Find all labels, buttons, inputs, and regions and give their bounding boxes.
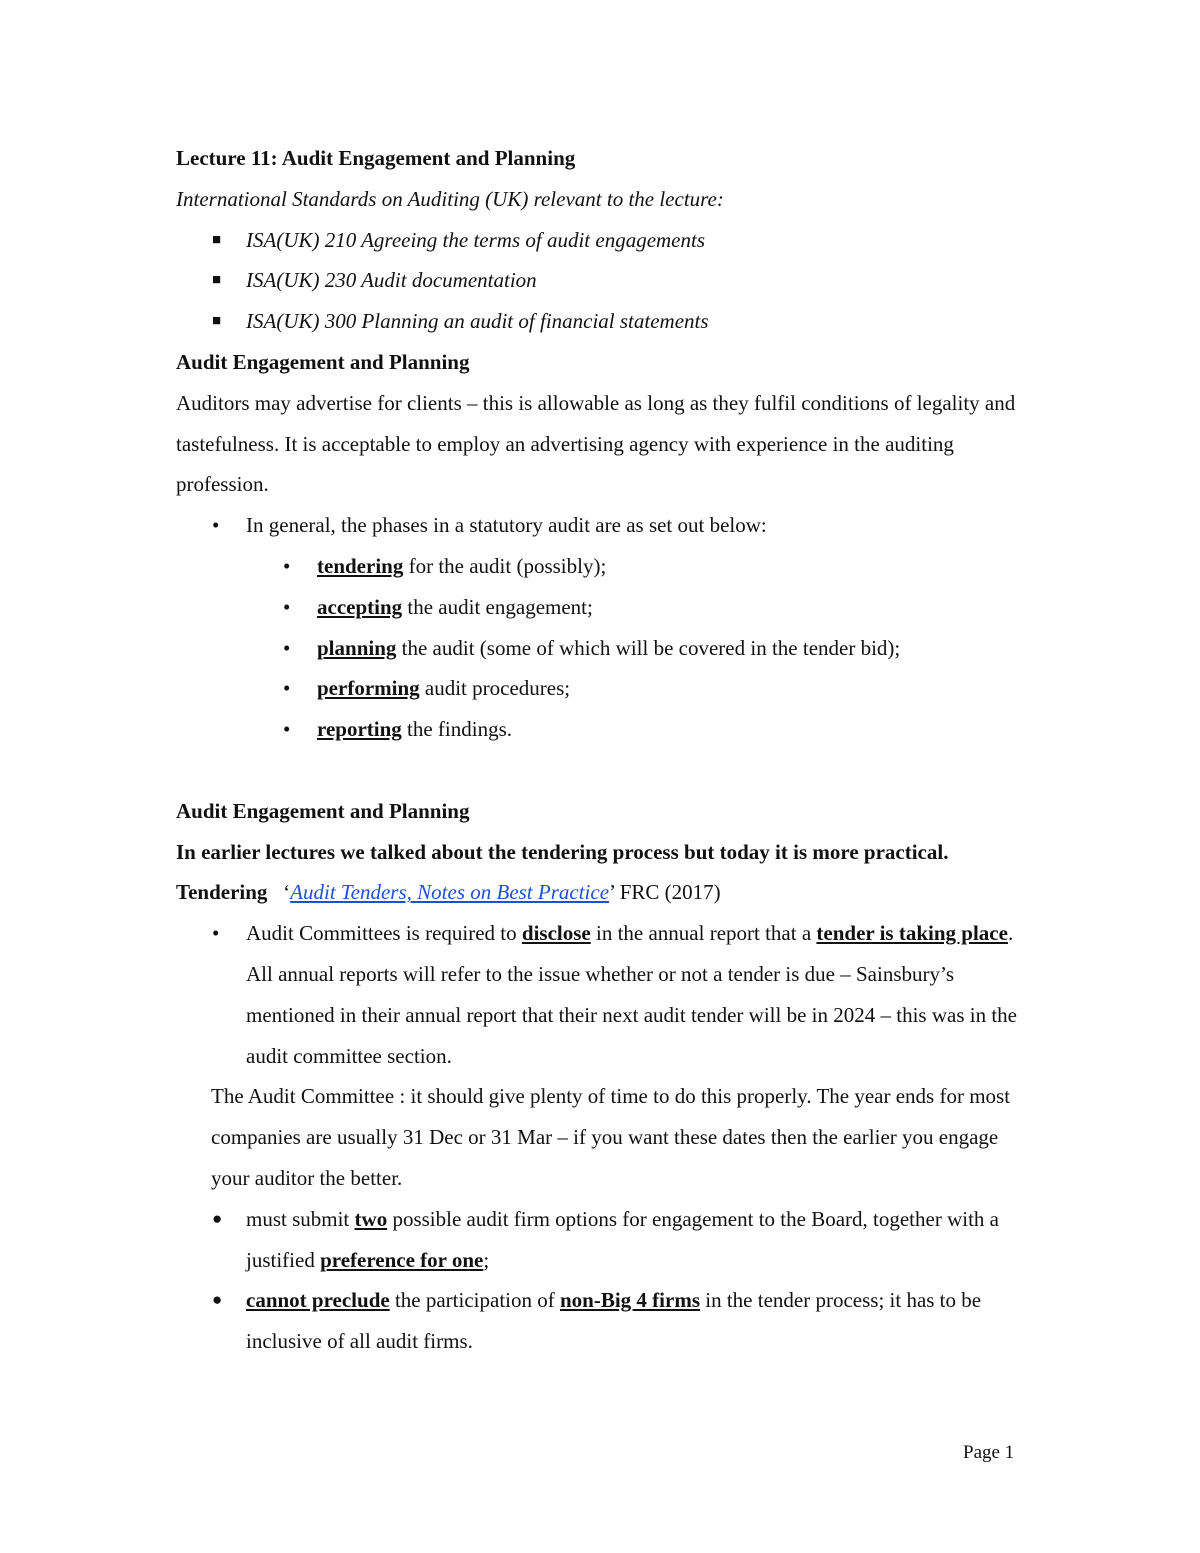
square-bullet-icon: ■	[212, 231, 222, 248]
standards-intro: International Standards on Auditing (UK) relevant to the lecture:	[176, 186, 724, 211]
bold-paragraph: In earlier lectures we talked about the tendering process but today it is more practical.	[176, 839, 949, 864]
page-number: Page 1	[963, 1442, 1015, 1463]
disc-bullet-icon: ●	[212, 1208, 223, 1228]
bullet-icon: •	[283, 553, 291, 578]
square-bullet-icon: ■	[212, 272, 222, 289]
list-item: ■ ISA(UK) 230 Audit documentation	[176, 260, 1036, 301]
document-body	[176, 138, 1036, 1362]
list-item: ■ ISA(UK) 210 Agreeing the terms of audit engagements	[176, 220, 1036, 261]
tendering-line: Tendering ‘Audit Tenders, Notes on Best Practice’ FRC (2017)	[176, 880, 721, 905]
isa-list	[176, 220, 1036, 342]
list-item: ● must submit two possible audit firm options for engagement to the Board, together with a justified preference for one;	[176, 1199, 1036, 1281]
advertising-paragraph: Auditors may advertise for clients – this is allowable as long as they fulfil conditions of legality and tastefulness. It is acceptable to employ an advertising agency with experience in the auditing profession.	[176, 390, 1016, 497]
bullet-icon: •	[212, 513, 220, 538]
list-item: • In general, the phases in a statutory audit are as set out below:	[176, 505, 1036, 546]
requirements-list	[176, 1199, 1036, 1362]
bullet-icon: •	[283, 717, 291, 742]
phase-keyword: tendering	[317, 553, 404, 578]
phase-keyword: reporting	[317, 717, 402, 742]
phase-keyword: performing	[317, 676, 420, 701]
phase-item: • planning the audit (some of which will be covered in the tender bid);	[176, 628, 1036, 669]
list-item: ● cannot preclude the participation of non-Big 4 firms in the tender process; it has to be inclusive of all audit firms.	[176, 1280, 1036, 1362]
square-bullet-icon: ■	[212, 313, 222, 330]
bullet-icon: •	[283, 594, 291, 619]
phases-intro-list	[176, 505, 1036, 546]
list-item: ■ ISA(UK) 300 Planning an audit of financial statements	[176, 301, 1036, 342]
bullet-icon: •	[283, 676, 291, 701]
lecture-title: Lecture 11: Audit Engagement and Planning	[176, 146, 576, 170]
bullet-icon: •	[212, 921, 220, 946]
frc-tenders-link[interactable]: Audit Tenders, Notes on Best Practice	[290, 880, 610, 905]
phase-keyword: accepting	[317, 594, 403, 619]
section-heading: Audit Engagement and Planning	[176, 349, 470, 374]
phase-item: • accepting the audit engagement;	[176, 587, 1036, 628]
tendering-label: Tendering	[176, 880, 268, 905]
bullet-icon: •	[283, 635, 291, 660]
section-heading: Audit Engagement and Planning	[176, 798, 470, 823]
phase-keyword: planning	[317, 635, 397, 660]
disc-bullet-icon: ●	[212, 1290, 223, 1310]
committee-paragraph: The Audit Committee : it should give plenty of time to do this properly. The year ends for most companies are usually 31 Dec or 31 Mar – if you want these dates then the earlier you engage your auditor the better.	[211, 1084, 1011, 1190]
phase-item: • tendering for the audit (possibly);	[176, 546, 1036, 587]
phases-list	[176, 546, 1036, 750]
list-item: • Audit Committees is required to disclose in the annual report that a tender is taking place. All annual reports will refer to the issue whether or not a tender is due – Sainsbury’s mentioned in their annual report that their next audit tender will be in 2024 – this was in the audit committee section.	[176, 913, 1036, 1076]
phase-item: • reporting the findings.	[176, 709, 1036, 750]
phase-item: • performing audit procedures;	[176, 668, 1036, 709]
committee-list	[176, 913, 1036, 1076]
blank-line	[176, 750, 1036, 791]
